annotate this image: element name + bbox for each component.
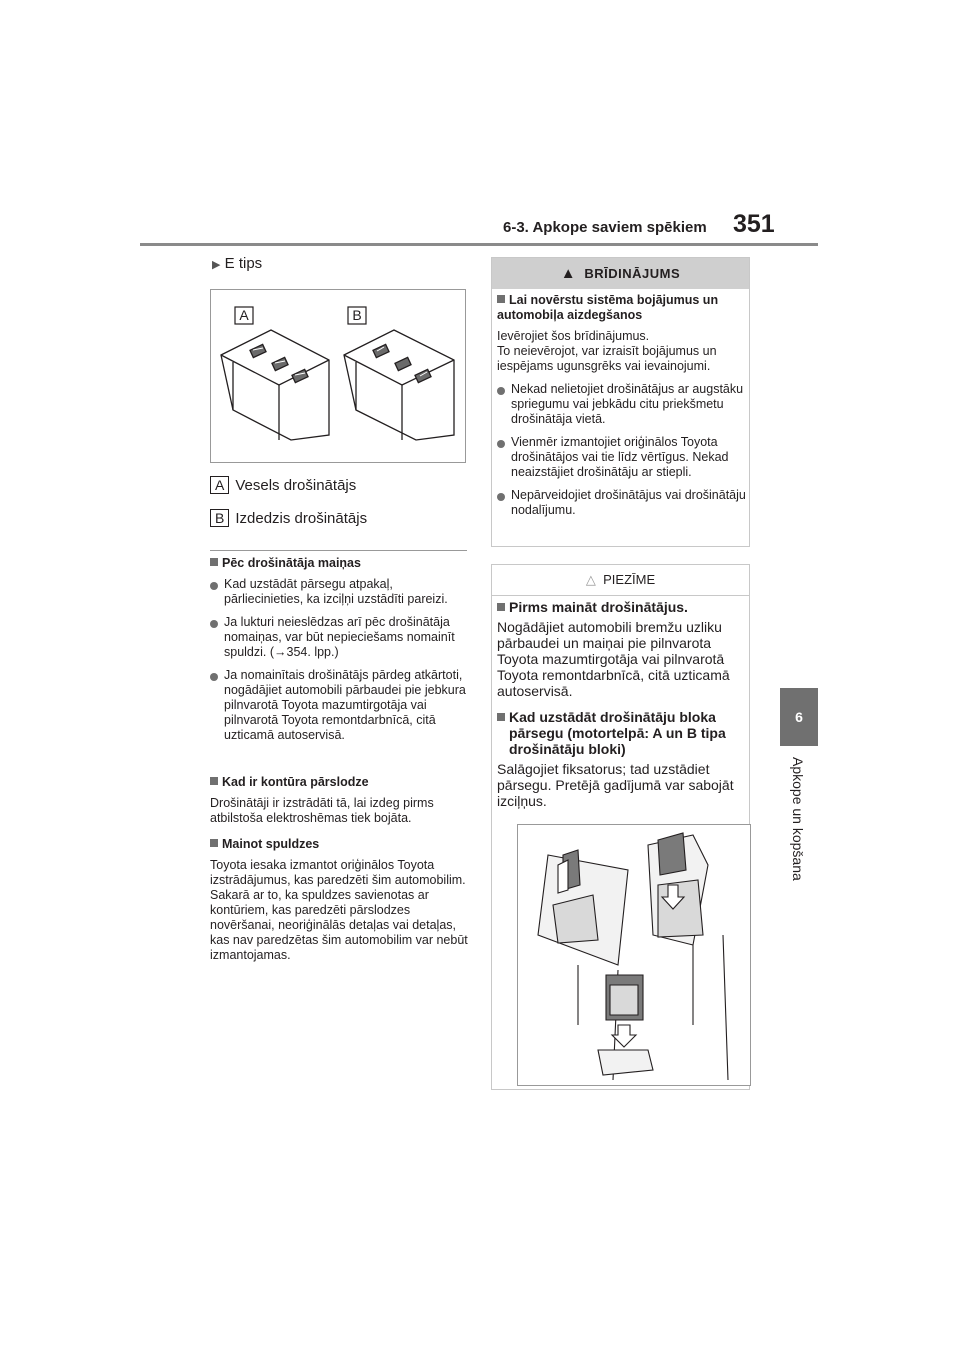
- section-heading: Mainot spuldzes: [210, 837, 468, 852]
- paragraph: Nogādājiet automobili bremžu uzliku pārbaudei un maiņai pie pilnvarota Toyota mazumtirgotāja vai pilnvarotā Toyota remontdarbnīcā, citā uzticamā autoservisā.: [497, 619, 730, 699]
- fuse-b-shape: [344, 330, 454, 440]
- bullet-icon: [210, 620, 218, 628]
- paragraph: Sakarā ar to, ka spuldzes savienotas ar kontūriem, kas paredzēti pārslodzes novēršanai, neoriģinālās detaļas vai detaļas, kas nav paredzētas šim automobilim var nebūt izmantojamas.: [210, 888, 468, 962]
- section-heading: Pēc drošinātāja maiņas: [210, 556, 468, 571]
- paragraph: Ievērojiet šos brīdinājumus.: [497, 329, 650, 343]
- square-bullet-icon: [210, 558, 218, 566]
- fig-label-b: B: [352, 307, 362, 323]
- warning-icon: ▲: [560, 265, 577, 282]
- bullet-icon: [210, 582, 218, 590]
- square-bullet-icon: [210, 839, 218, 847]
- warning-header: ▲ BRĪDINĀJUMS: [492, 258, 749, 289]
- list-item: Ja nomainītais drošinātājs pārdeg atkārtoti, nogādājiet automobili pārbaudei pie jebkura pilnvarotā Toyota mazumtirgotāja vai pilnvarotā Toyota remontdarbnīcā, citā uzticamā autoservisā.: [210, 668, 468, 743]
- fuse-illustration: [210, 289, 466, 463]
- fuse-cover-illustration: [517, 824, 751, 1086]
- paragraph: Drošinātāji ir izstrādāti tā, lai izdeg pirms atbilstoša elektroshēmas tiek bojāta.: [210, 796, 434, 825]
- caution-icon: △: [585, 572, 596, 587]
- subheading: ▶ E tips: [212, 255, 263, 272]
- note-heading: Kad uzstādāt drošinātāju bloka pārsegu (motortelpā: A un B tipa drošinātāju bloki): [497, 709, 747, 757]
- bullet-icon: [210, 673, 218, 681]
- legend-b: B Izdedzis drošinātājs: [210, 509, 367, 527]
- bullet-icon: [497, 440, 505, 448]
- chapter-tab: 6: [780, 688, 818, 746]
- square-bullet-icon: [497, 295, 505, 303]
- legend-a: A Vesels drošinātājs: [210, 476, 356, 494]
- square-bullet-icon: [497, 603, 505, 611]
- triangle-right-icon: ▶: [212, 259, 221, 271]
- list-item: Ja lukturi neieslēdzas arī pēc drošinātāja nomaiņas, var būt nepieciešams nomainīt spuldzi. (→354. lpp.): [210, 615, 468, 660]
- bullet-icon: [497, 493, 505, 501]
- list-item: Nepārveidojiet drošinātājus vai drošinātāju nodalījumu.: [497, 488, 747, 518]
- note-header: △ PIEZĪME: [492, 565, 749, 596]
- header-rule: [140, 243, 818, 246]
- section-divider: [210, 550, 467, 551]
- list-item: Vienmēr izmantojiet oriģinālos Toyota drošinātājos vai tie līdz vērtīgus. Nekad neaizstājiet drošinātāju ar stiepli.: [497, 435, 747, 480]
- bullet-icon: [497, 387, 505, 395]
- paragraph: To neievērojot, var izraisīt bojājumus un iespējams ugunsgrēks vai ievainojumi.: [497, 344, 717, 373]
- square-bullet-icon: [210, 777, 218, 785]
- fuse-drawing: [211, 290, 465, 462]
- after-replacement-section: [210, 556, 468, 743]
- list-item: Nekad nelietojiet drošinātājus ar augstāku spriegumu vai jebkādu citu priekšmetu drošinātāja vietā.: [497, 382, 747, 427]
- page-number: 351: [733, 210, 775, 238]
- note-content: [497, 599, 747, 809]
- bulbs-section: [210, 837, 468, 963]
- section-title: 6-3. Apkope saviem spēkiem: [503, 219, 707, 236]
- chapter-label: Apkope un kopšana: [790, 757, 806, 881]
- fuse-a-shape: [221, 330, 329, 440]
- fig-label-a: A: [239, 307, 249, 323]
- warning-heading: Lai novērstu sistēma bojājumus un automobiļa aizdegšanos: [497, 293, 719, 322]
- paragraph: Salāgojiet fiksatorus; tad uzstādiet pārsegu. Pretējā gadījumā var sabojāt izciļņus.: [497, 761, 734, 809]
- note-heading: Pirms maināt drošinātājus.: [497, 599, 747, 615]
- fuse-cover-drawing: [518, 825, 750, 1085]
- overload-section: [210, 775, 468, 826]
- paragraph: Toyota iesaka izmantot oriģinālos Toyota izstrādājumus, kas paredzēti šim automobilim.: [210, 858, 466, 887]
- list-item: Kad uzstādāt pārsegu atpakaļ, pārliecinieties, ka izciļņi uzstādīti pareizi.: [210, 577, 468, 607]
- section-heading: Kad ir kontūra pārslodze: [210, 775, 468, 790]
- square-bullet-icon: [497, 713, 505, 721]
- warning-content: [497, 293, 747, 518]
